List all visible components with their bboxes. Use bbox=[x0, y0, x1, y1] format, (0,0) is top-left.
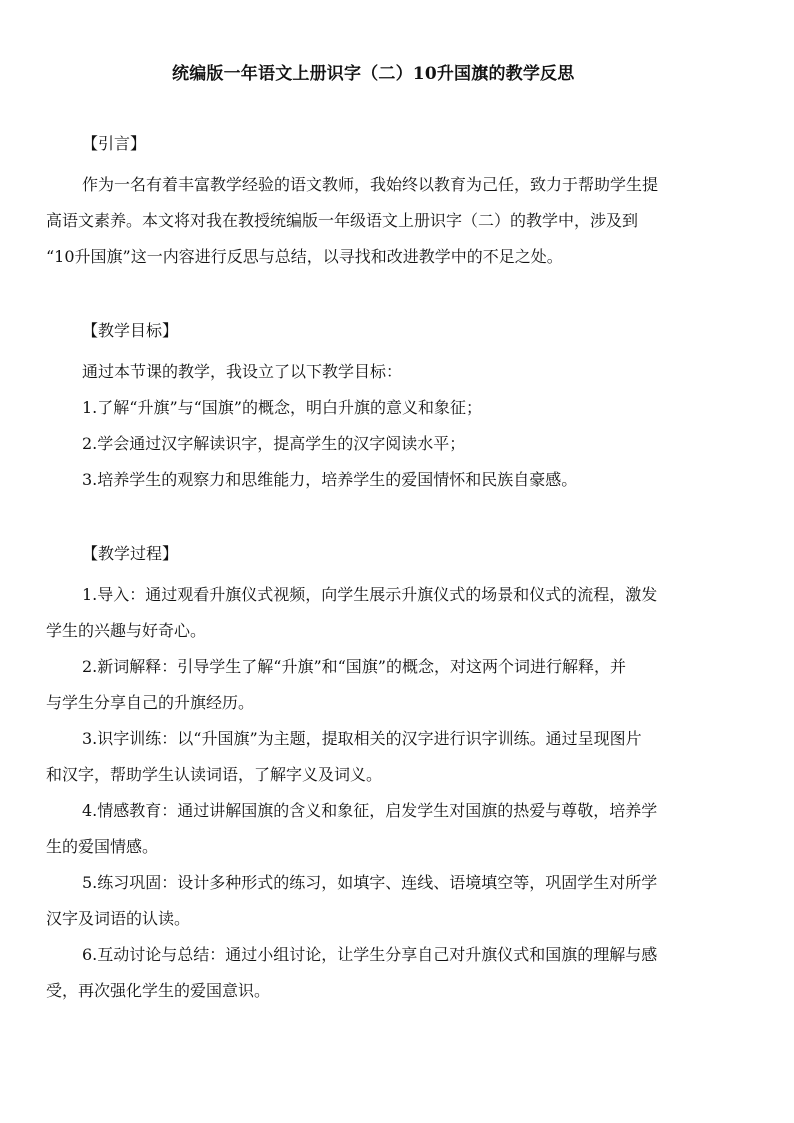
process-item-3-line-1: 3.识字训练：以“升国旗”为主题，提取相关的汉字进行识字训练。通过呈现图片 bbox=[82, 729, 642, 748]
intro-line-3: “10升国旗”这一内容进行反思与总结，以寻找和改进教学中的不足之处。 bbox=[46, 247, 563, 266]
section-heading-process: 【教学过程】 bbox=[82, 544, 179, 563]
process-item-6-line-1: 6.互动讨论与总结：通过小组讨论，让学生分享自己对升旗仪式和国旗的理解与感 bbox=[82, 945, 658, 964]
process-item-4-line-2: 生的爱国情感。 bbox=[46, 837, 159, 856]
process-item-1-line-2: 学生的兴趣与好奇心。 bbox=[46, 621, 207, 640]
intro-line-2: 高语文素养。本文将对我在教授统编版一年级语文上册识字（二）的教学中，涉及到 bbox=[46, 211, 639, 230]
goals-intro-line: 通过本节课的教学，我设立了以下教学目标： bbox=[82, 362, 403, 381]
process-item-1-line-1: 1.导入：通过观看升旗仪式视频，向学生展示升旗仪式的场景和仪式的流程，激发 bbox=[82, 585, 658, 604]
process-item-2-line-2: 与学生分享自己的升旗经历。 bbox=[46, 693, 255, 712]
process-item-5-line-2: 汉字及词语的认读。 bbox=[46, 909, 191, 928]
document-title: 统编版一年语文上册识字（二）10升国旗的教学反思 bbox=[172, 64, 575, 84]
section-process bbox=[46, 542, 750, 1009]
process-item-2-line-1: 2.新词解释：引导学生了解“升旗”和“国旗”的概念，对这两个词进行解释，并 bbox=[82, 657, 626, 676]
process-list bbox=[46, 577, 750, 1009]
process-item-4-line-1: 4.情感教育：通过讲解国旗的含义和象征，启发学生对国旗的热爱与尊敬，培养学 bbox=[82, 801, 658, 820]
section-intro bbox=[46, 132, 750, 275]
goal-item-3: 3.培养学生的观察力和思维能力，培养学生的爱国情怀和民族自豪感。 bbox=[82, 470, 578, 489]
process-item-6-line-2: 受，再次强化学生的爱国意识。 bbox=[46, 981, 271, 1000]
goals-list bbox=[82, 354, 750, 498]
intro-line-1: 作为一名有着丰富教学经验的语文教师，我始终以教育为己任，致力于帮助学生提 bbox=[82, 175, 659, 194]
goal-item-2: 2.学会通过汉字解读识字，提高学生的汉字阅读水平； bbox=[82, 434, 466, 453]
section-heading-goals: 【教学目标】 bbox=[82, 321, 179, 340]
goal-item-1: 1.了解“升旗”与“国旗”的概念，明白升旗的意义和象征； bbox=[82, 398, 482, 417]
section-heading-intro: 【引言】 bbox=[82, 134, 147, 153]
process-item-5-line-1: 5.练习巩固：设计多种形式的练习，如填字、连线、语境填空等，巩固学生对所学 bbox=[82, 873, 658, 892]
section-goals bbox=[82, 319, 750, 498]
process-item-3-line-2: 和汉字，帮助学生认读词语，了解字义及词义。 bbox=[46, 765, 383, 784]
intro-paragraph bbox=[46, 167, 750, 275]
